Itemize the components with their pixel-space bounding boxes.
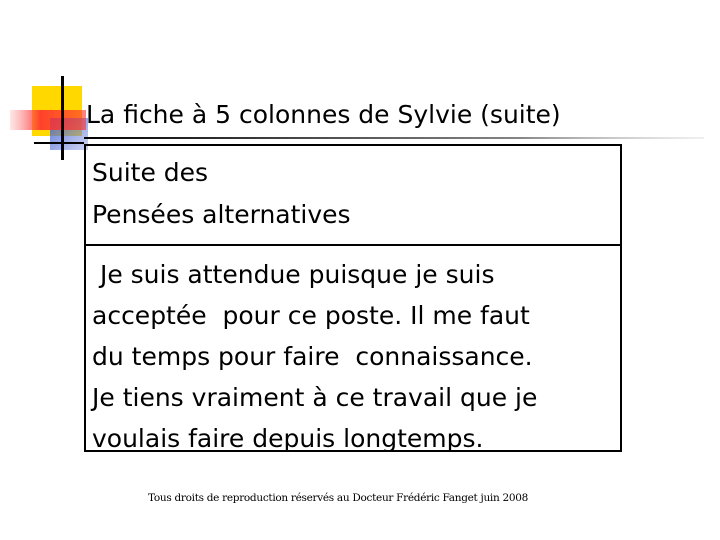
header-line: Suite des xyxy=(92,158,209,187)
red-bar xyxy=(10,110,86,130)
table-header-cell xyxy=(86,146,620,246)
body-line: acceptée pour ce poste. Il me faut xyxy=(92,301,530,330)
slide-title: La fiche à 5 colonnes de Sylvie (suite) xyxy=(86,100,561,129)
horizontal-rule-short xyxy=(34,142,84,144)
vertical-rule xyxy=(61,76,64,160)
body-line: Je tiens vraiment à ce travail que je xyxy=(92,383,538,412)
copyright-footer: Tous droits de reproduction réservés au Docteur Frédéric Fanget juin 2008 xyxy=(148,492,528,504)
thought-table xyxy=(84,144,622,452)
title-underline xyxy=(84,137,704,139)
body-line: voulais faire depuis longtemps. xyxy=(92,424,484,453)
body-line: du temps pour faire connaissance. xyxy=(92,342,533,371)
body-line: Je suis attendue puisque je suis xyxy=(92,260,495,289)
table-body-cell xyxy=(86,248,620,459)
header-line: Pensées alternatives xyxy=(92,200,351,229)
